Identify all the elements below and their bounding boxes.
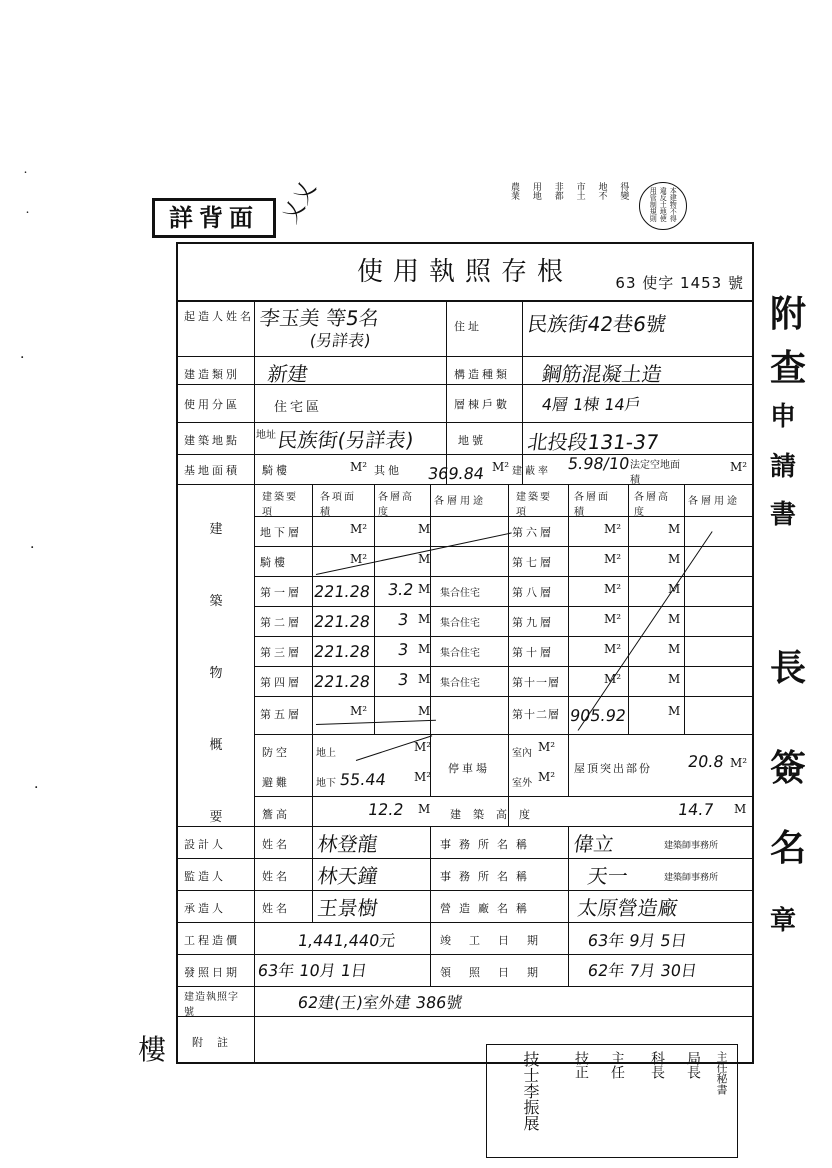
parking-label: 停車場: [448, 762, 490, 775]
office-note: 建築師事務所: [664, 873, 719, 883]
height-unit: M: [668, 552, 681, 566]
supervisor-office: 天一: [586, 864, 630, 888]
site-prefix: 地址: [256, 430, 276, 441]
completion-label: 竣工日期: [440, 934, 556, 947]
left-heading: 建築物概要: [209, 522, 223, 825]
area-unit: M²: [350, 522, 368, 536]
zone-label: 使用分區: [184, 398, 240, 411]
completion-value: 63年 9月 5日: [586, 931, 689, 950]
applicant-note: (另詳表): [308, 331, 372, 350]
col-header: 各層用途: [688, 496, 740, 507]
address-label: 住址: [454, 320, 482, 333]
stamp-cell: 科長: [649, 1051, 665, 1079]
detail-back-stamp: 詳背面: [152, 198, 276, 238]
coverage-value: 5.98/10: [566, 454, 631, 473]
height-unit: M: [418, 552, 431, 566]
designer-office: 偉立: [572, 832, 616, 856]
applicant-value: 李玉美 等5名: [258, 306, 381, 330]
floors-label: 層棟戶數: [454, 398, 510, 411]
issue-label: 發照日期: [184, 966, 240, 979]
floor-height-value: 12.2: [366, 800, 405, 819]
address-value: 民族街42巷6號: [526, 312, 668, 336]
cost-label: 工程造價: [184, 934, 240, 947]
structure-value: 鋼筋混凝土造: [540, 362, 664, 386]
arcade-unit: M²: [350, 460, 368, 474]
col-header: 建築要項: [516, 492, 552, 518]
zone-value: 住宅區: [274, 400, 323, 415]
supervisor-role: 監造人: [184, 870, 226, 883]
seal-text: 農業: [509, 182, 519, 200]
floor-name: 第二層: [260, 616, 302, 629]
floor-name: 第七層: [512, 556, 554, 569]
designer-name: 林登龍: [316, 832, 380, 856]
coverage-label: 建蔽率: [512, 466, 551, 477]
arcade-label: 騎樓: [262, 464, 290, 477]
lot-value: 北投段131-37: [526, 430, 661, 454]
bldg-height-label: 建築高度: [450, 808, 542, 821]
office-label: 營造廠名稱: [440, 902, 535, 915]
area-unit: M²: [604, 612, 622, 626]
col-header: 各層面積: [574, 492, 610, 518]
indoor-label: 室內: [512, 748, 532, 759]
name-label: 姓名: [262, 902, 290, 915]
form-title: 使用執照存根: [178, 244, 752, 302]
floor-height-unit: M: [418, 802, 431, 816]
below-label: 地下: [316, 778, 336, 789]
height-unit: M: [418, 612, 431, 626]
margin-char: 申: [770, 402, 797, 432]
legal-open-label: 法定空地面積: [630, 460, 680, 486]
permit-label: 建造執照字號: [184, 992, 239, 1018]
office-note: 建築師事務所: [664, 841, 719, 851]
permit-value: 62建(王)室外建 386號: [296, 993, 464, 1012]
area-unit: M²: [604, 642, 622, 656]
floor-height-label: 簷高: [262, 808, 290, 821]
floor-area: 221.28: [312, 612, 372, 631]
outdoor-unit: M²: [538, 770, 556, 784]
cost-value: 1,441,440元: [296, 931, 397, 950]
margin-char: 附: [770, 293, 807, 335]
stamp-cell: 技正: [573, 1051, 589, 1079]
seal-text: 地不: [596, 182, 607, 200]
floor-name: 第五層: [260, 708, 302, 721]
approval-stamps: [486, 1044, 738, 1158]
floor-name: 第十層: [512, 646, 554, 659]
col-header: 各層高度: [634, 492, 670, 518]
site-value: 民族街(另詳表): [276, 428, 416, 452]
seal-oval: 本建物不得違反土地使用管制規則: [639, 182, 687, 230]
margin-char: 簽: [770, 747, 807, 789]
site-label: 建築地點: [184, 434, 240, 447]
area-unit: M²: [604, 582, 622, 596]
height-unit: M: [668, 642, 681, 656]
margin-char: 請: [770, 452, 797, 482]
receive-value: 62年 7月 30日: [586, 961, 699, 980]
area-unit: M²: [350, 704, 368, 718]
land-use-seal: [508, 182, 738, 232]
roof-unit: M²: [730, 756, 748, 770]
seal-text: 市土: [574, 182, 585, 200]
issue-value: 63年 10月 1日: [256, 961, 369, 980]
permit-number: 63 使字 1453 號: [615, 274, 744, 292]
seal-text: 非都: [552, 182, 563, 200]
use-permit-stub-form: [176, 242, 754, 1064]
shelter-label-1: 防空: [262, 746, 290, 759]
height-unit: M: [418, 522, 431, 536]
floor-name: 第十一層: [512, 676, 560, 689]
outdoor-label: 室外: [512, 778, 532, 789]
other-value: 369.84: [426, 464, 486, 483]
contractor-name: 王景樹: [316, 896, 380, 920]
indoor-unit: M²: [538, 740, 556, 754]
height-unit: M: [668, 704, 681, 718]
right-total-area: 905.92: [568, 706, 628, 725]
floor-name: 第三層: [260, 646, 302, 659]
applicant-label: 起造人姓名: [184, 310, 254, 323]
floor-area: 221.28: [312, 582, 372, 601]
margin-char: 名: [770, 827, 807, 869]
floor-name: 第四層: [260, 676, 302, 689]
floor-use: 集合住宅: [440, 678, 480, 689]
designer-role: 設計人: [184, 838, 226, 851]
side-character: 樓: [138, 1033, 167, 1066]
roof-value: 20.8: [686, 752, 725, 771]
other-label: 其他: [374, 464, 402, 477]
contractor-office: 太原營造廠: [576, 896, 680, 920]
floor-area: 221.28: [312, 642, 372, 661]
office-label: 事務所名稱: [440, 838, 535, 851]
height-unit: M: [668, 582, 681, 596]
floor-name: 騎樓: [260, 556, 288, 569]
col-header: 各層高度: [378, 492, 414, 518]
floor-name: 第十二層: [512, 708, 560, 721]
margin-char: 章: [770, 906, 797, 936]
floor-height: 3: [396, 670, 410, 689]
area-label: 基地面積: [184, 464, 240, 477]
floor-use: 集合住宅: [440, 648, 480, 659]
floors-value: 4層 1棟 14戶: [540, 395, 643, 414]
margin-char: 長: [770, 647, 807, 689]
floor-name: 地下層: [260, 526, 302, 539]
stamp-cell: 主任: [609, 1051, 625, 1079]
build-type-value: 新建: [266, 362, 310, 386]
floor-area: 221.28: [312, 672, 372, 691]
seal-text: 得變: [618, 182, 629, 200]
stamp-cell: 局長: [685, 1051, 701, 1079]
margin-char: 查: [770, 347, 807, 389]
structure-label: 構造種類: [454, 368, 510, 381]
seal-text: 用地: [530, 182, 541, 200]
col-header: 各層用途: [434, 496, 486, 507]
stamp-cell: 主任秘書: [715, 1051, 728, 1095]
roof-label: 屋頂突出部份: [574, 762, 652, 775]
floor-height: 3: [396, 610, 410, 629]
office-label: 事務所名稱: [440, 870, 535, 883]
floor-use: 集合住宅: [440, 588, 480, 599]
bldg-height-value: 14.7: [676, 800, 715, 819]
shelter-label-2: 避難: [262, 776, 290, 789]
height-unit: M: [418, 582, 431, 596]
stamp-cell: 技士李振展: [521, 1051, 540, 1131]
floor-name: 第六層: [512, 526, 554, 539]
floor-height: 3: [396, 640, 410, 659]
name-label: 姓名: [262, 870, 290, 883]
col-header: 各項面積: [320, 492, 356, 518]
floor-use: 集合住宅: [440, 618, 480, 629]
other-unit: M²: [492, 460, 510, 474]
below-value: 55.44: [338, 770, 388, 789]
supervisor-name: 林天鐘: [316, 864, 380, 888]
floor-name: 第八層: [512, 586, 554, 599]
area-unit: M²: [350, 552, 368, 566]
build-type-label: 建造類別: [184, 368, 240, 381]
receive-label: 領照日期: [440, 966, 556, 979]
below-unit: M²: [414, 770, 432, 784]
area-unit: M²: [604, 552, 622, 566]
handwritten-scribble: 乂乂: [277, 177, 322, 228]
area-unit: M²: [604, 522, 622, 536]
height-unit: M: [668, 672, 681, 686]
contractor-role: 承造人: [184, 902, 226, 915]
above-unit: M²: [414, 740, 432, 754]
margin-char: 書: [770, 500, 797, 530]
area-unit: M²: [604, 672, 622, 686]
floor-name: 第九層: [512, 616, 554, 629]
col-header: 建築要項: [262, 492, 298, 518]
height-unit: M: [418, 704, 431, 718]
height-unit: M: [668, 612, 681, 626]
height-unit: M: [668, 522, 681, 536]
floor-name: 第一層: [260, 586, 302, 599]
bldg-height-unit: M: [734, 802, 747, 816]
above-label: 地上: [316, 748, 336, 759]
floor-height: 3.2: [386, 580, 415, 599]
lot-label: 地號: [458, 434, 486, 447]
remark-label: 附註: [192, 1036, 242, 1049]
height-unit: M: [418, 672, 431, 686]
name-label: 姓名: [262, 838, 290, 851]
legal-unit: M²: [730, 460, 748, 474]
height-unit: M: [418, 642, 431, 656]
